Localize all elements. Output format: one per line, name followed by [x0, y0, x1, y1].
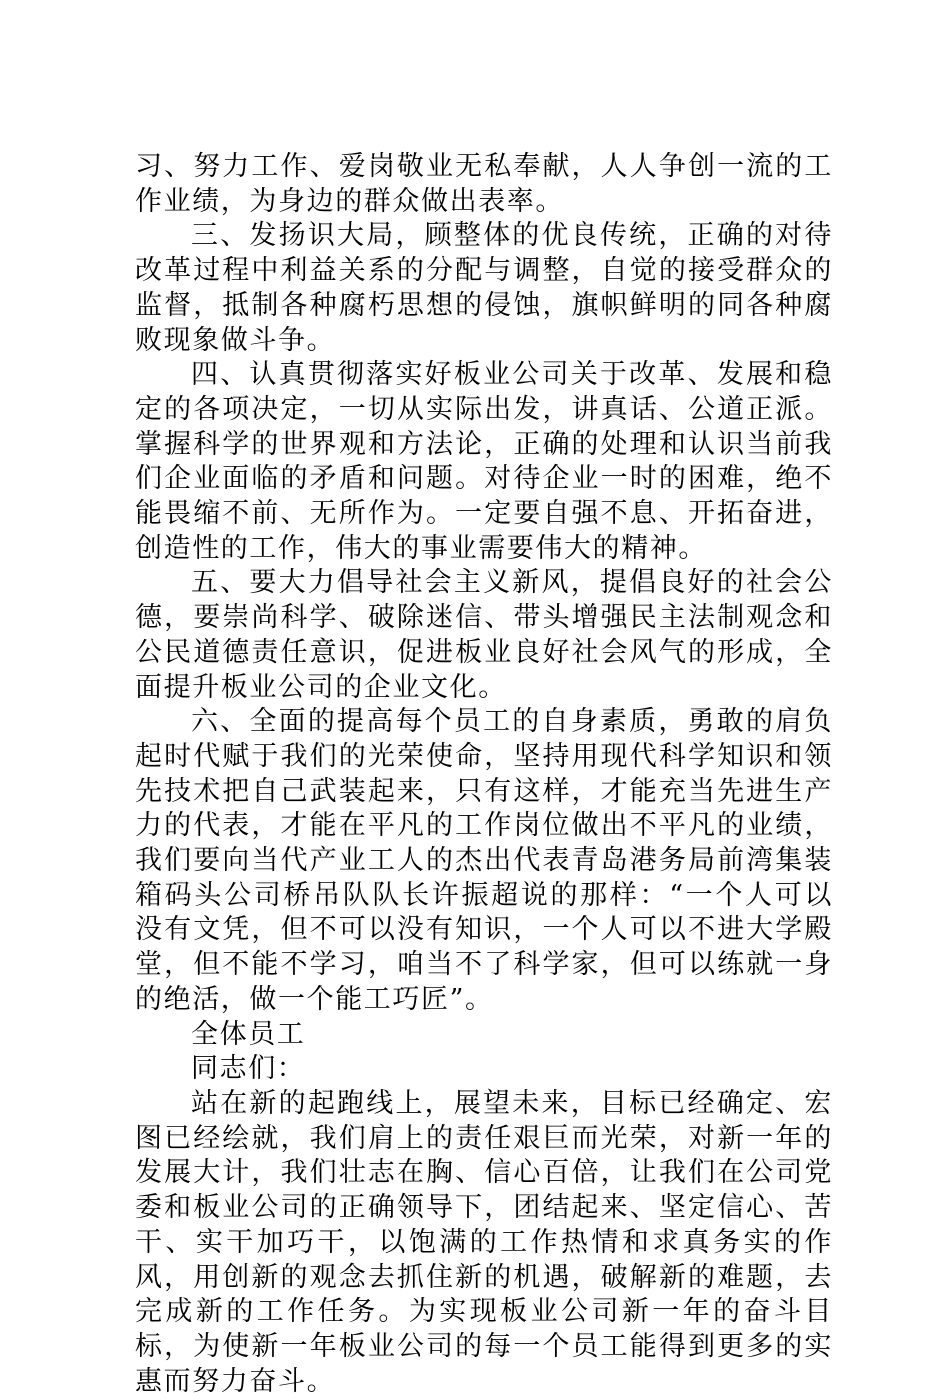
closing-paragraph: 站在新的起跑线上，展望未来，目标已经确定、宏图已经绘就，我们肩上的责任艰巨而光荣，对新一年的发展大计，我们壮志在胸、信心百倍，让我们在公司党委和板业公司的正确领导下，团结起来、坚定信心、苦干、实干加巧干，以饱满的工作热情和求真务实的作风，用创新的观念去抓住新的机遇，破解新的难题，去完成新的工作任务。为实现板业公司新一年的奋斗目标，为使新一年板业公司的每一个员工能得到更多的实惠而努力奋斗。 — [135, 1087, 833, 1397]
paragraph-item-3: 三、发扬识大局，顾整体的优良传统，正确的对待改革过程中利益关系的分配与调整，自觉的接受群众的监督，抵制各种腐朽思想的侵蚀，旗帜鲜明的同各种腐败现象做斗争。 — [135, 220, 833, 356]
paragraph-item-6: 六、全面的提高每个员工的自身素质，勇敢的肩负起时代赋于我们的光荣使命，坚持用现代科学知识和领先技术把自己武装起来，只有这样，才能充当先进生产力的代表，才能在平凡的工作岗位做出不平凡的业绩，我们要向当代产业工人的杰出代表青岛港务局前湾集装箱码头公司桥吊队队长许振超说的那样：“一个人可以没有文凭，但不可以没有知识，一个人可以不进大学殿堂，但不能不学习，咱当不了科学家，但可以练就一身的绝活，做一个能工巧匠”。 — [135, 706, 833, 1015]
signature-line: 全体员工 — [191, 1018, 306, 1050]
paragraph-continuation: 习、努力工作、爱岗敬业无私奉献，人人争创一流的工作业绩，为身边的群众做出表率。 — [135, 151, 833, 217]
paragraph-item-5: 五、要大力倡导社会主义新风，提倡良好的社会公德，要崇尚科学、破除迷信、带头增强民主法制观念和公民道德责任意识，促进板业良好社会风气的形成，全面提升板业公司的企业文化。 — [135, 567, 833, 703]
salutation-line: 同志们： — [191, 1053, 306, 1085]
document-page — [135, 150, 833, 1399]
paragraph-item-4: 四、认真贯彻落实好板业公司关于改革、发展和稳定的各项决定，一切从实际出发，讲真话、公道正派。掌握科学的世界观和方法论，正确的处理和认识当前我们企业面临的矛盾和问题。对待企业一时的困难，绝不能畏缩不前、无所作为。一定要自强不息、开拓奋进，创造性的工作，伟大的事业需要伟大的精神。 — [135, 359, 833, 564]
